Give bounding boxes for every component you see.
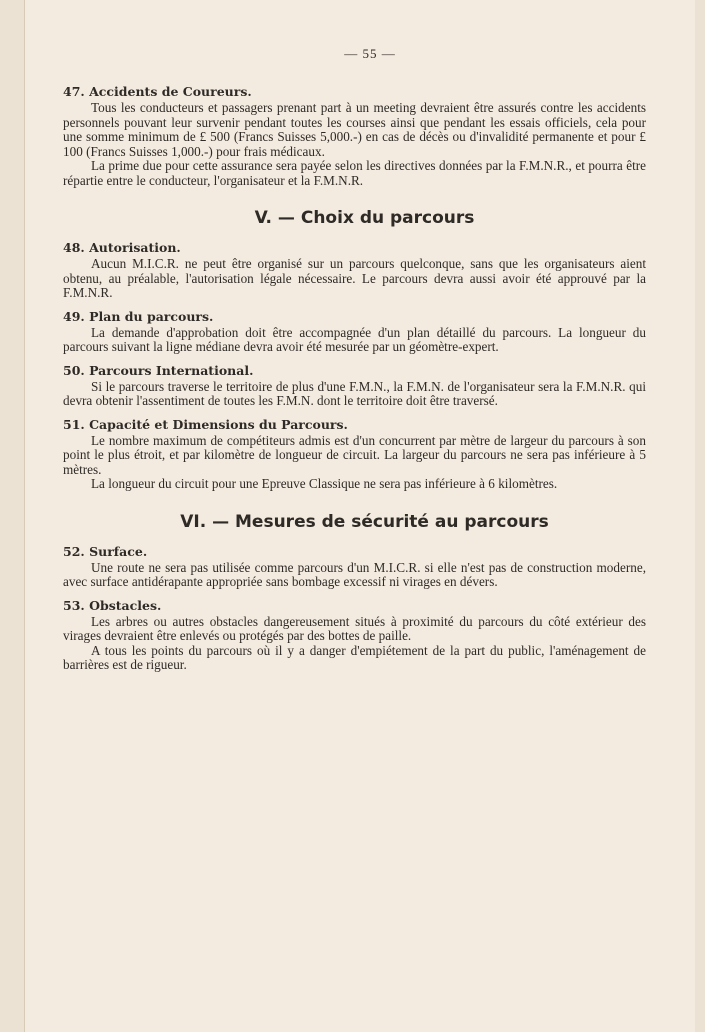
article-paragraph: Les arbres ou autres obstacles dangereusement situés à proximité du parcours du côté extérieur des virages devraient être enlevés ou protégés par des bottes de paille. [63,613,646,643]
page-number: — 55 — [344,46,396,61]
article-paragraph: Le nombre maximum de compétiteurs admis est d'un concurrent par mètre de largeur du parcours à son point le plus étroit, et par kilomètre de longueur de circuit. La largeur du parcours ne sera pas inférieure à 5 mètres. [63,432,646,477]
article [63,84,646,188]
article-title: 48. Autorisation. [63,240,181,255]
article-paragraph: La prime due pour cette assurance sera payée selon les directives données par la F.M.N.R., et pourra être répartie entre le conducteur, l'organisateur et la F.M.N.R. [63,158,646,188]
page-content [63,84,646,681]
article-title: 47. Accidents de Coureurs. [63,84,252,99]
section-heading: V. — Choix du parcours [254,208,475,228]
article [63,240,646,301]
article-paragraph: Aucun M.I.C.R. ne peut être organisé sur un parcours quelconque, sans que les organisateurs aient obtenu, au préalable, l'autorisation légale nécessaire. Le parcours devra aussi avoir été approuvé par la F.M.N.R. [63,256,646,300]
article-title: 49. Plan du parcours. [63,308,214,324]
article [63,598,646,673]
article [63,363,646,409]
article [63,309,646,355]
article-title: 51. Capacité et Dimensions du Parcours. [63,416,348,432]
article [63,417,646,492]
article [63,544,646,590]
article-paragraph: Tous les conducteurs et passagers prenant part à un meeting devraient être assurés contre les accidents personnels pouvant leur survenir pendant toutes les courses ainsi que pendant les essais officiels, cela pour une somme minimum de £ 500 (Francs Suisses 5,000.-) en cas de décès ou d'invalidité permanente et pour £ 100 (Francs Suisses 1,000.-) pour frais médicaux. [63,100,646,159]
article-paragraph: La longueur du circuit pour une Epreuve Classique ne sera pas inférieure à 6 kilomètres. [91,476,558,491]
article-paragraph: Si le parcours traverse le territoire de plus d'une F.M.N., la F.M.N. de l'organisateur sera la F.M.N.R. qui devra obtenir l'assentiment de toutes les F.M.N. dont le territoire doit être traversé. [63,378,646,408]
article-title: 53. Obstacles. [63,597,162,613]
document-page [24,0,695,1032]
article-paragraph: A tous les points du parcours où il y a danger d'empiétement de la part du public, l'aménagement de barrières est de rigueur. [63,642,646,672]
article-title: 50. Parcours International. [63,362,254,378]
article-title: 52. Surface. [63,543,148,559]
article-paragraph: Une route ne sera pas utilisée comme parcours d'un M.I.C.R. si elle n'est pas de construction moderne, avec surface antidérapante appropriée sans bombage excessif ni virages en dévers. [63,559,646,589]
section-heading: VI. — Mesures de sécurité au parcours [180,511,549,532]
article-paragraph: La demande d'approbation doit être accompagnée d'un plan détaillé du parcours. La longueur du parcours suivant la ligne médiane devra avoir été mesurée par un géomètre-expert. [63,324,646,354]
